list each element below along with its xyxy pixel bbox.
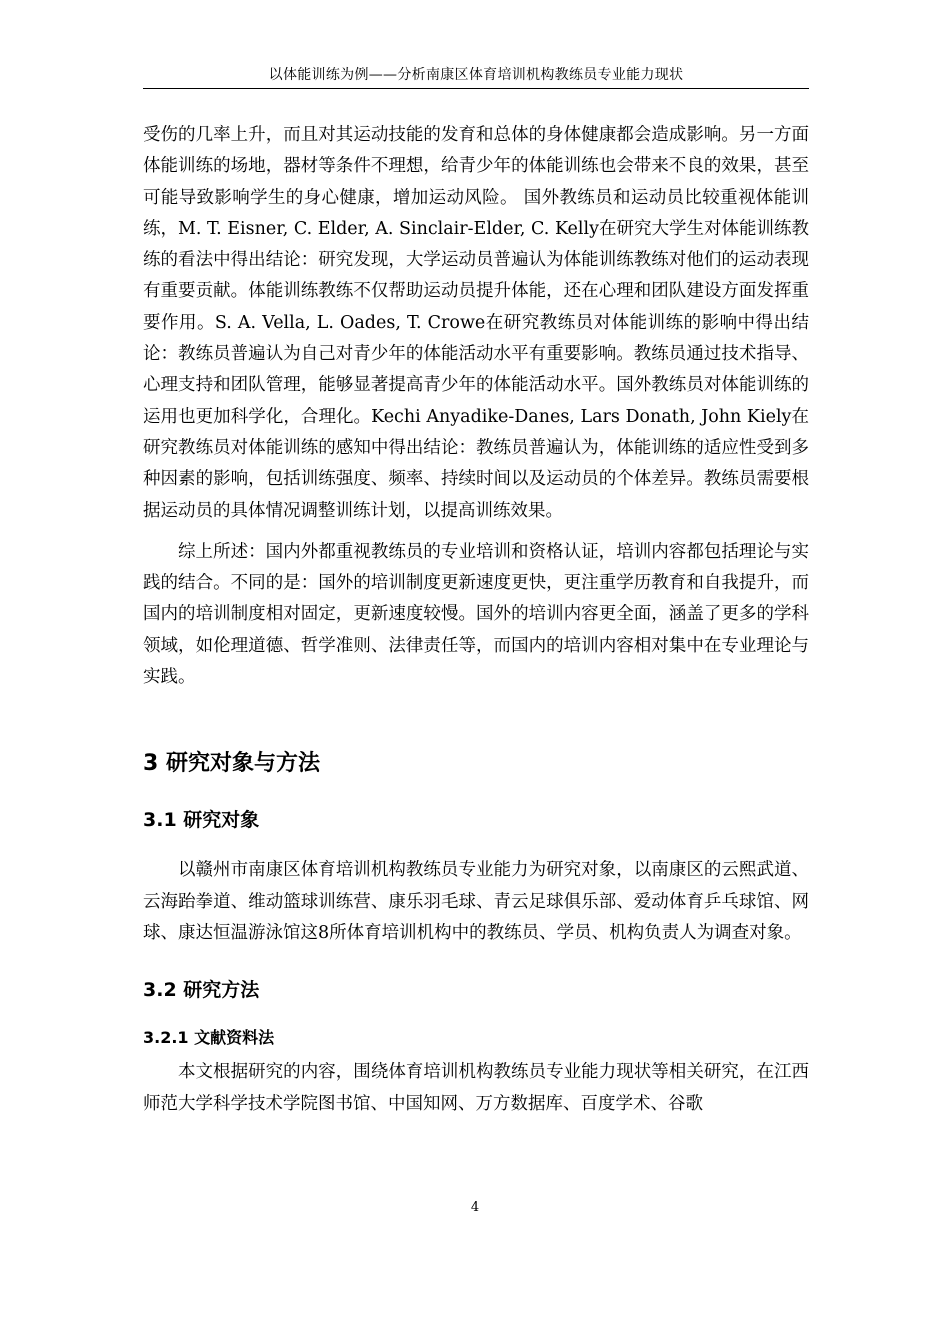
paragraph-foreign-coach-research: 受伤的几率上升，而且对其运动技能的发育和总体的身体健康都会造成影响。另一方面体能训练的场地，器材等条件不理想，给青少年的体能训练也会带来不良的效果，甚至可能导致影响学生的身心健康，增加运动风险。 国外教练员和运动员比较重视体能训练，M. T. Eisner, C. Elder, A. Sinclair-Elder, C. Kelly在研究大学生对体能训练教练的看法中得出结论：研究发现，大学运动员普遍认为体能训练教练对他们的运动表现有重要贡献。体能训练教练不仅帮助运动员提升体能，还在心理和团队建设方面发挥重要作用。S. A. Vella, L. Oades, T. Crowe在研究教练员对体能训练的影响中得出结论：教练员普遍认为自己对青少年的体能活动水平有重要影响。教练员通过技术指导、心理支持和团队管理，能够显著提高青少年的体能活动水平。国外教练员对体能训练的运用也更加科学化，合理化。Kechi Anyadike-Danes, Lars Donath, John Kiely在研究教练员对体能训练的感知中得出结论：教练员普遍认为，体能训练的适应性受到多种因素的影响，包括训练强度、频率、持续时间以及运动员的个体差异。教练员需要根据运动员的具体情况调整训练计划，以提高训练效果。 (143, 125, 809, 521)
section-heading-3: 3 研究对象与方法 (143, 751, 320, 777)
paragraph-research-object: 以赣州市南康区体育培训机构教练员专业能力为研究对象，以南康区的云熙武道、云海跆拳道、维动篮球训练营、康乐羽毛球、青云足球俱乐部、爱动体育乒乓球馆、网球、康达恒温游泳馆这8所体育培训机构中的教练员、学员、机构负责人为调查对象。 (143, 860, 809, 943)
page-number: 4 (470, 1200, 480, 1215)
header-rule (143, 88, 809, 89)
section-heading-3-1: 3.1 研究对象 (143, 809, 260, 832)
section-heading-3-2-1: 3.2.1 文献资料法 (143, 1028, 275, 1048)
paragraph-literature-method: 本文根据研究的内容，围绕体育培训机构教练员专业能力现状等相关研究，在江西师范大学科学技术学院图书馆、中国知网、万方数据库、百度学术、谷歌 (143, 1062, 809, 1114)
paragraph-summary: 综上所述：国内外都重视教练员的专业培训和资格认证，培训内容都包括理论与实践的结合。不同的是：国外的培训制度更新速度更快，更注重学历教育和自我提升，而国内的培训制度相对固定，更新速度较慢。国外的培训内容更全面，涵盖了更多的学科领域，如伦理道德、哲学准则、法律责任等，而国内的培训内容相对集中在专业理论与实践。 (143, 541, 809, 688)
paragraph-gap (143, 527, 809, 537)
page-content (143, 120, 809, 1120)
running-header: 以体能训练为例——分析南康区体育培训机构教练员专业能力现状 (268, 67, 684, 83)
section-heading-3-2: 3.2 研究方法 (143, 979, 260, 1002)
